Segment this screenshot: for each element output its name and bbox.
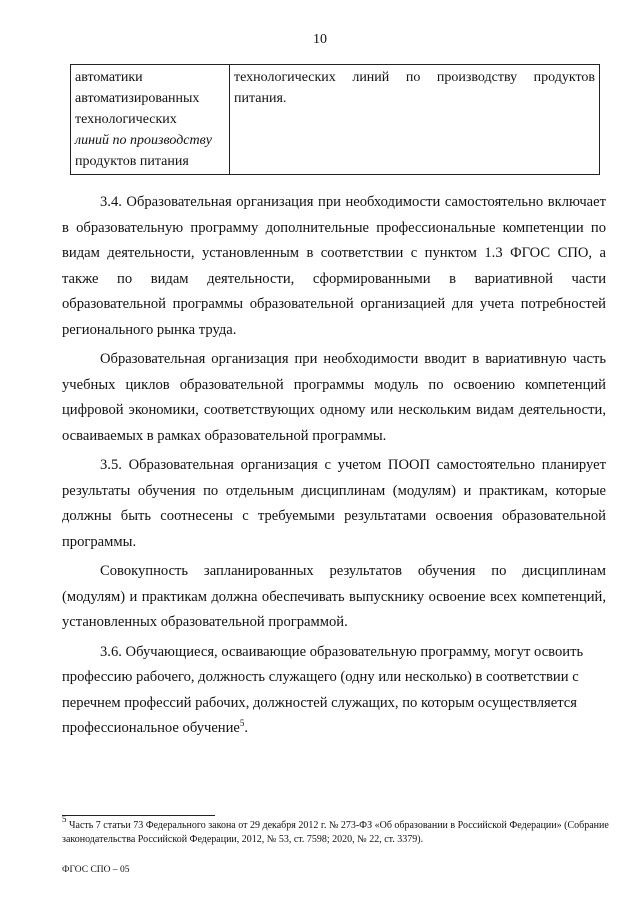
paragraph-last (62, 640, 606, 742)
paragraph: Образовательная организация при необходимости вводит в вариативную часть учебных циклов образовательной программы модуль по освоению компетенций цифровой экономики, соответствующих одному или нескольким видам деятельности, осваиваемых в рамках образовательной программы. (62, 351, 606, 444)
table-cell-right: технологических линий по производству продуктов питания. (230, 65, 600, 175)
paragraph-text: 3.6. Обучающиеся, осваивающие образовательную программу, могут освоить профессию рабочего, должность служащего (одну или несколько) в соответствии с перечнем профессий рабочих, должностей служащих, по которым осуществляется профессиональное обучение (62, 643, 584, 736)
cell-line: линий по производству (75, 133, 212, 148)
cell-line: технологических (75, 112, 177, 127)
cell-line: автоматизированных (75, 91, 200, 106)
footnote-text: Часть 7 статьи 73 Федерального закона от 29 декабря 2012 г. № 273-ФЗ «Об образовании в Российской Федерации» (Собрание законодательства Российской Федерации, 2012, № 53, ст. 7598; 2020, № 22, ст. 3379). (62, 820, 609, 845)
footnote-marker: 5 (62, 814, 67, 824)
footnote-reference[interactable]: 5 (239, 718, 245, 728)
form-code: ФГОС СПО – 05 (62, 865, 130, 875)
body-text (62, 190, 606, 746)
paragraph: 3.4. Образовательная организация при необходимости самостоятельно включает в образовательную программу дополнительные профессиональные компетенции по видам деятельности, установленным в соответствии с пунктом 1.3 ФГОС СПО, а также по видам деятельности, сформированными в вариативной части образовательной программы образовательной организацией для учета потребностей регионального рынка труда. (62, 194, 606, 338)
footnote (62, 814, 610, 847)
paragraph: 3.5. Образовательная организация с учетом ПООП самостоятельно планирует результаты обучения по отдельным дисциплинам (модулям) и практикам, которые должны быть соотнесены с требуемыми результатами освоения образовательной программы. (62, 457, 606, 550)
continuation-table (70, 64, 600, 175)
table-cell-left (71, 65, 230, 175)
page-number: 10 (313, 32, 327, 47)
paragraph-end: . (244, 720, 249, 736)
paragraph: Совокупность запланированных результатов обучения по дисциплинам (модулям) и практикам должна обеспечивать выпускнику освоение всех компетенций, установленных образовательной программой. (62, 563, 606, 630)
cell-line: автоматики (75, 70, 143, 85)
table-row (71, 65, 600, 175)
cell-line: продуктов питания (75, 154, 189, 169)
footnote-divider (62, 815, 215, 816)
